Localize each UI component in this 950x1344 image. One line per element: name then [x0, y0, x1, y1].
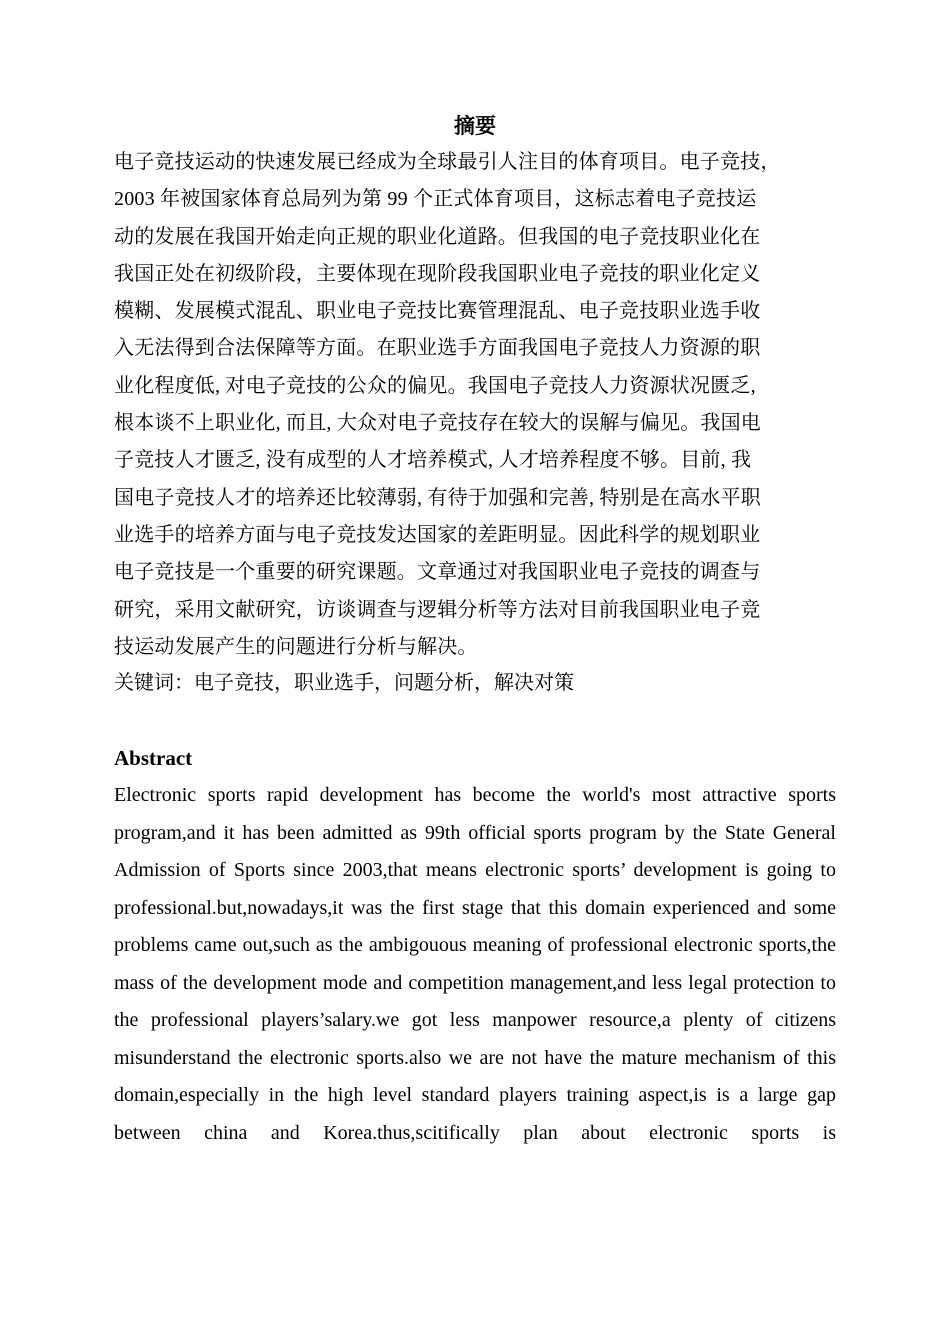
chinese-abstract-body: 电子竞技运动的快速发展已经成为全球最引人注目的体育项目。电子竞技， 2003 年被国家体育总局列为第 99 个正式体育项目，这标志着电子竞技运 动的发展在我国开始走向正规的职业化道路。但我国的电子竞技职业化在 我国正处在初级阶段，主要体现在现阶段我国职业电子竞技的职业化定义 模糊、发展模式混乱、职业电子竞技比赛管理混乱、电子竞技职业选手收 入无法得到合法保障等方面。在职业选手方面我国电子竞技人力资源的职 业化程度低, 对电子竞技的公众的偏见。我国电子竞技人力资源状况匮乏, 根本谈不上职业化, 而且, 大众对电子竞技存在较大的误解与偏见。我国电 子竞技人才匮乏, 没有成型的人才培养模式, 人才培养程度不够。目前, 我 国电子竞技人才的培养还比较薄弱, 有待于加强和完善, 特别是在高水平职 业选手的培养方面与电子竞技发达国家的差距明显。因此科学的规划职业 电子竞技是一个重要的研究课题。文章通过对我国职业电子竞技的调查与 研究，采用文献研究，访谈调查与逻辑分析等方法对目前我国职业电子竞 技运动发展产生的问题进行分析与解决。: [114, 151, 781, 658]
chinese-keywords: 关键词：电子竞技，职业选手，问题分析，解决对策: [114, 672, 574, 694]
english-abstract-heading: Abstract: [114, 746, 193, 770]
english-abstract-body: Electronic sports rapid development has become the world's most attractive sports program,and it has been admitted as 99th official sports program by the State General Admission of Sports since 2003,that means electronic sports’ development is going to professional.but,nowadays,it was the first stage that this domain experienced and some problems came out,such as the ambigouous meaning of professional electronic sports,the mass of the development mode and competition management,and less legal protection to the professional players’salary.we got less manpower resource,a plenty of citizens misunderstand the electronic sports.also we are not have the mature mechanism of this domain,especially in the high level standard players training aspect,is is a large gap between china and Korea.thus,scitifically plan about electronic sports is: [114, 784, 836, 1144]
chinese-abstract-heading: 摘要: [454, 114, 496, 138]
